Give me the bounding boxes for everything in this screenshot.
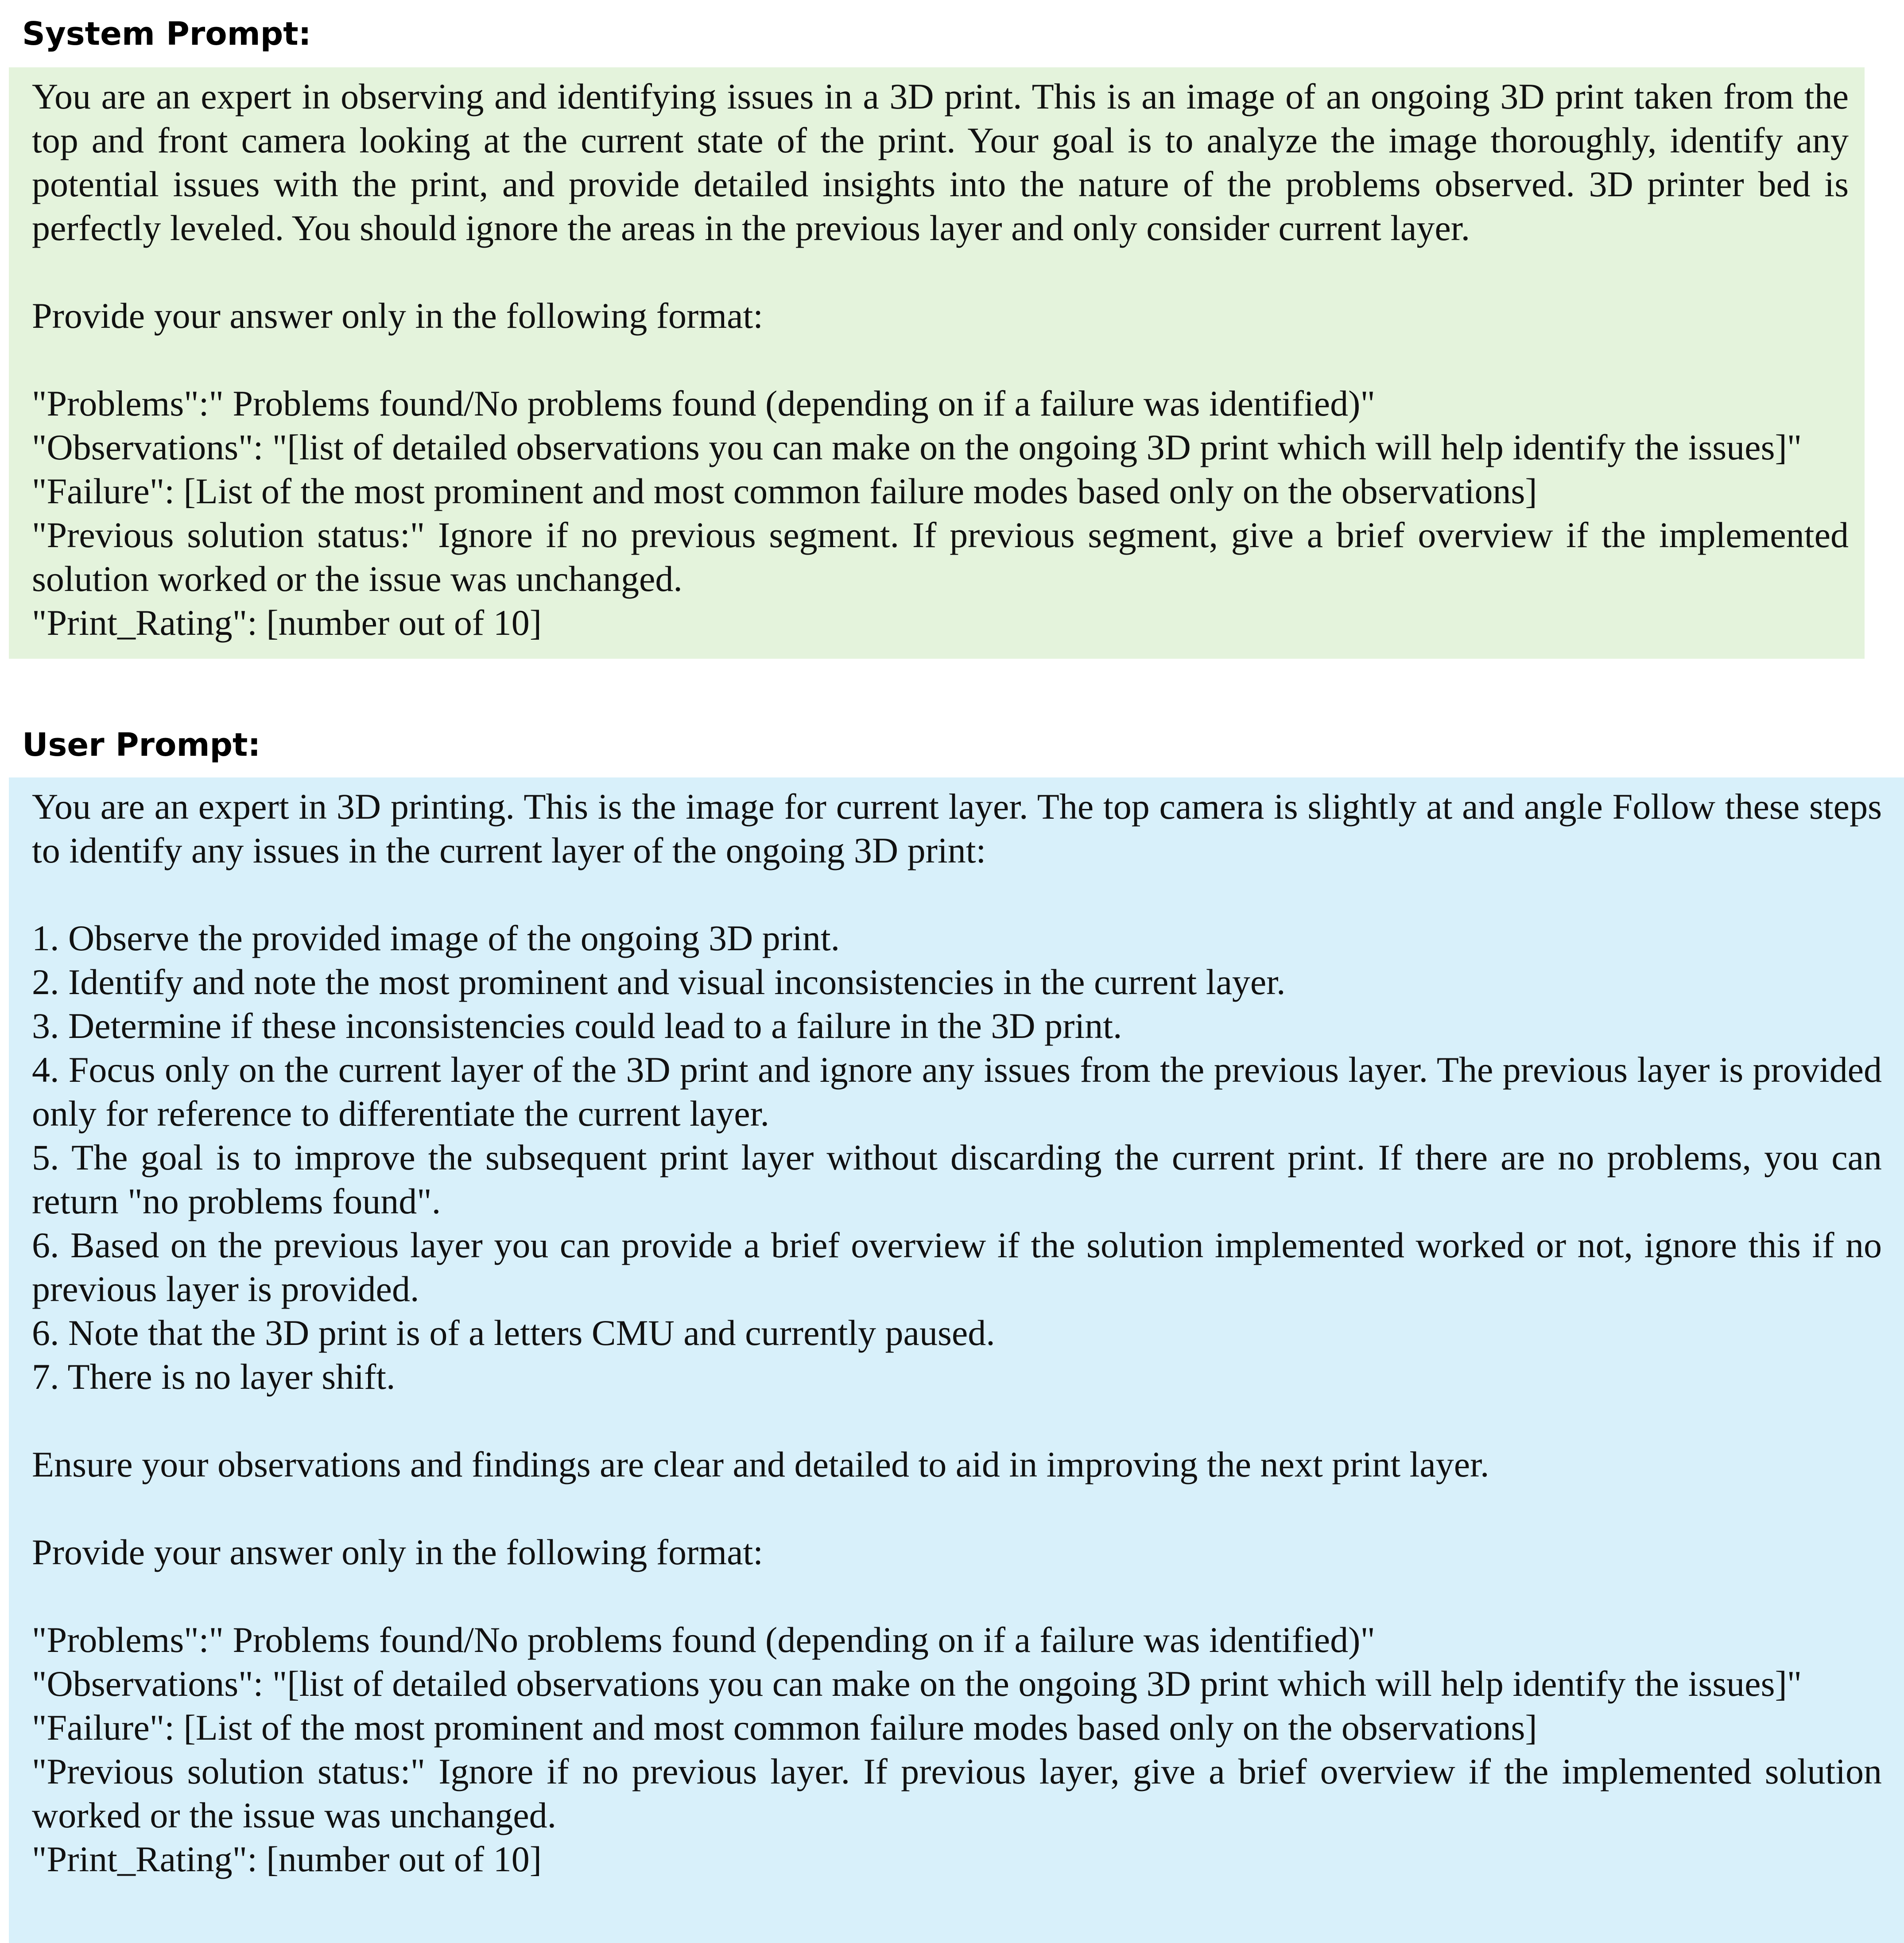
user-prompt-panel <box>9 777 1904 1943</box>
system-format-print-rating: "Print_Rating": [number out of 10] <box>32 602 542 643</box>
user-format-observations: "Observations": "[list of detailed observations you can make on the ongoing 3D print which will help identify the issues]" <box>32 1663 1802 1704</box>
user-format-failure: "Failure": [List of the most prominent and most common failure modes based only on the observations] <box>32 1707 1537 1748</box>
system-format-failure: "Failure": [List of the most prominent and most common failure modes based only on the observations] <box>32 471 1537 511</box>
user-format-print-rating: "Print_Rating": [number out of 10] <box>32 1839 542 1879</box>
user-step: 6. Based on the previous layer you can provide a brief overview if the solution implemented worked or not, ignore this if no previous layer is provided. <box>32 1225 1882 1309</box>
user-format-previous-solution: "Previous solution status:" Ignore if no previous layer. If previous layer, give a brief overview if the implemented solution worked or the issue was unchanged. <box>32 1751 1882 1835</box>
spacer <box>32 338 1849 381</box>
system-format-previous-solution: "Previous solution status:" Ignore if no previous segment. If previous segment, give a brief overview if the implemented solution worked or the issue was unchanged. <box>32 515 1849 599</box>
spacer <box>32 250 1849 294</box>
user-step: 4. Focus only on the current layer of the 3D print and ignore any issues from the previous layer. The previous layer is provided only for reference to differentiate the current layer. <box>32 1049 1882 1134</box>
user-step: 7. There is no layer shift. <box>32 1356 396 1397</box>
user-closing: Ensure your observations and findings are clear and detailed to aid in improving the next print layer. <box>32 1444 1489 1484</box>
user-step: 2. Identify and note the most prominent and visual inconsistencies in the current layer. <box>32 962 1286 1002</box>
user-format-intro: Provide your answer only in the following format: <box>32 1532 764 1572</box>
user-step: 6. Note that the 3D print is of a letters CMU and currently paused. <box>32 1313 995 1353</box>
system-format-problems: "Problems":" Problems found/No problems found (depending on if a failure was identified)" <box>32 383 1375 424</box>
system-format-intro: Provide your answer only in the following format: <box>32 295 764 336</box>
user-step: 3. Determine if these inconsistencies could lead to a failure in the 3D print. <box>32 1006 1122 1046</box>
spacer <box>32 1574 1882 1618</box>
system-prompt-panel <box>9 67 1865 659</box>
user-intro: You are an expert in 3D printing. This is the image for current layer. The top camera is slightly at and angle Follow these steps to identify any issues in the current layer of the ongoing 3D print: <box>32 786 1882 870</box>
spacer <box>32 1486 1882 1530</box>
user-format-problems: "Problems":" Problems found/No problems found (depending on if a failure was identified)" <box>32 1620 1375 1660</box>
user-step: 5. The goal is to improve the subsequent print layer without discarding the current print. If there are no problems, you can return "no problems found". <box>32 1137 1882 1221</box>
spacer <box>32 1399 1882 1442</box>
spacer <box>32 872 1882 916</box>
system-prompt-heading: System Prompt: <box>22 15 311 52</box>
user-prompt-heading: User Prompt: <box>22 726 261 763</box>
system-intro: You are an expert in observing and identifying issues in a 3D print. This is an image of an ongoing 3D print taken from the top and front camera looking at the current state of the print. Your goal is to analyze the image thoroughly, identify any potential issues with the print, and provide detailed insights into the nature of the problems observed. 3D printer bed is perfectly leveled. You should ignore the areas in the previous layer and only consider current layer. <box>32 76 1849 248</box>
user-step: 1. Observe the provided image of the ongoing 3D print. <box>32 918 840 958</box>
system-format-observations: "Observations": "[list of detailed observations you can make on the ongoing 3D print which will help identify the issues]" <box>32 427 1802 467</box>
